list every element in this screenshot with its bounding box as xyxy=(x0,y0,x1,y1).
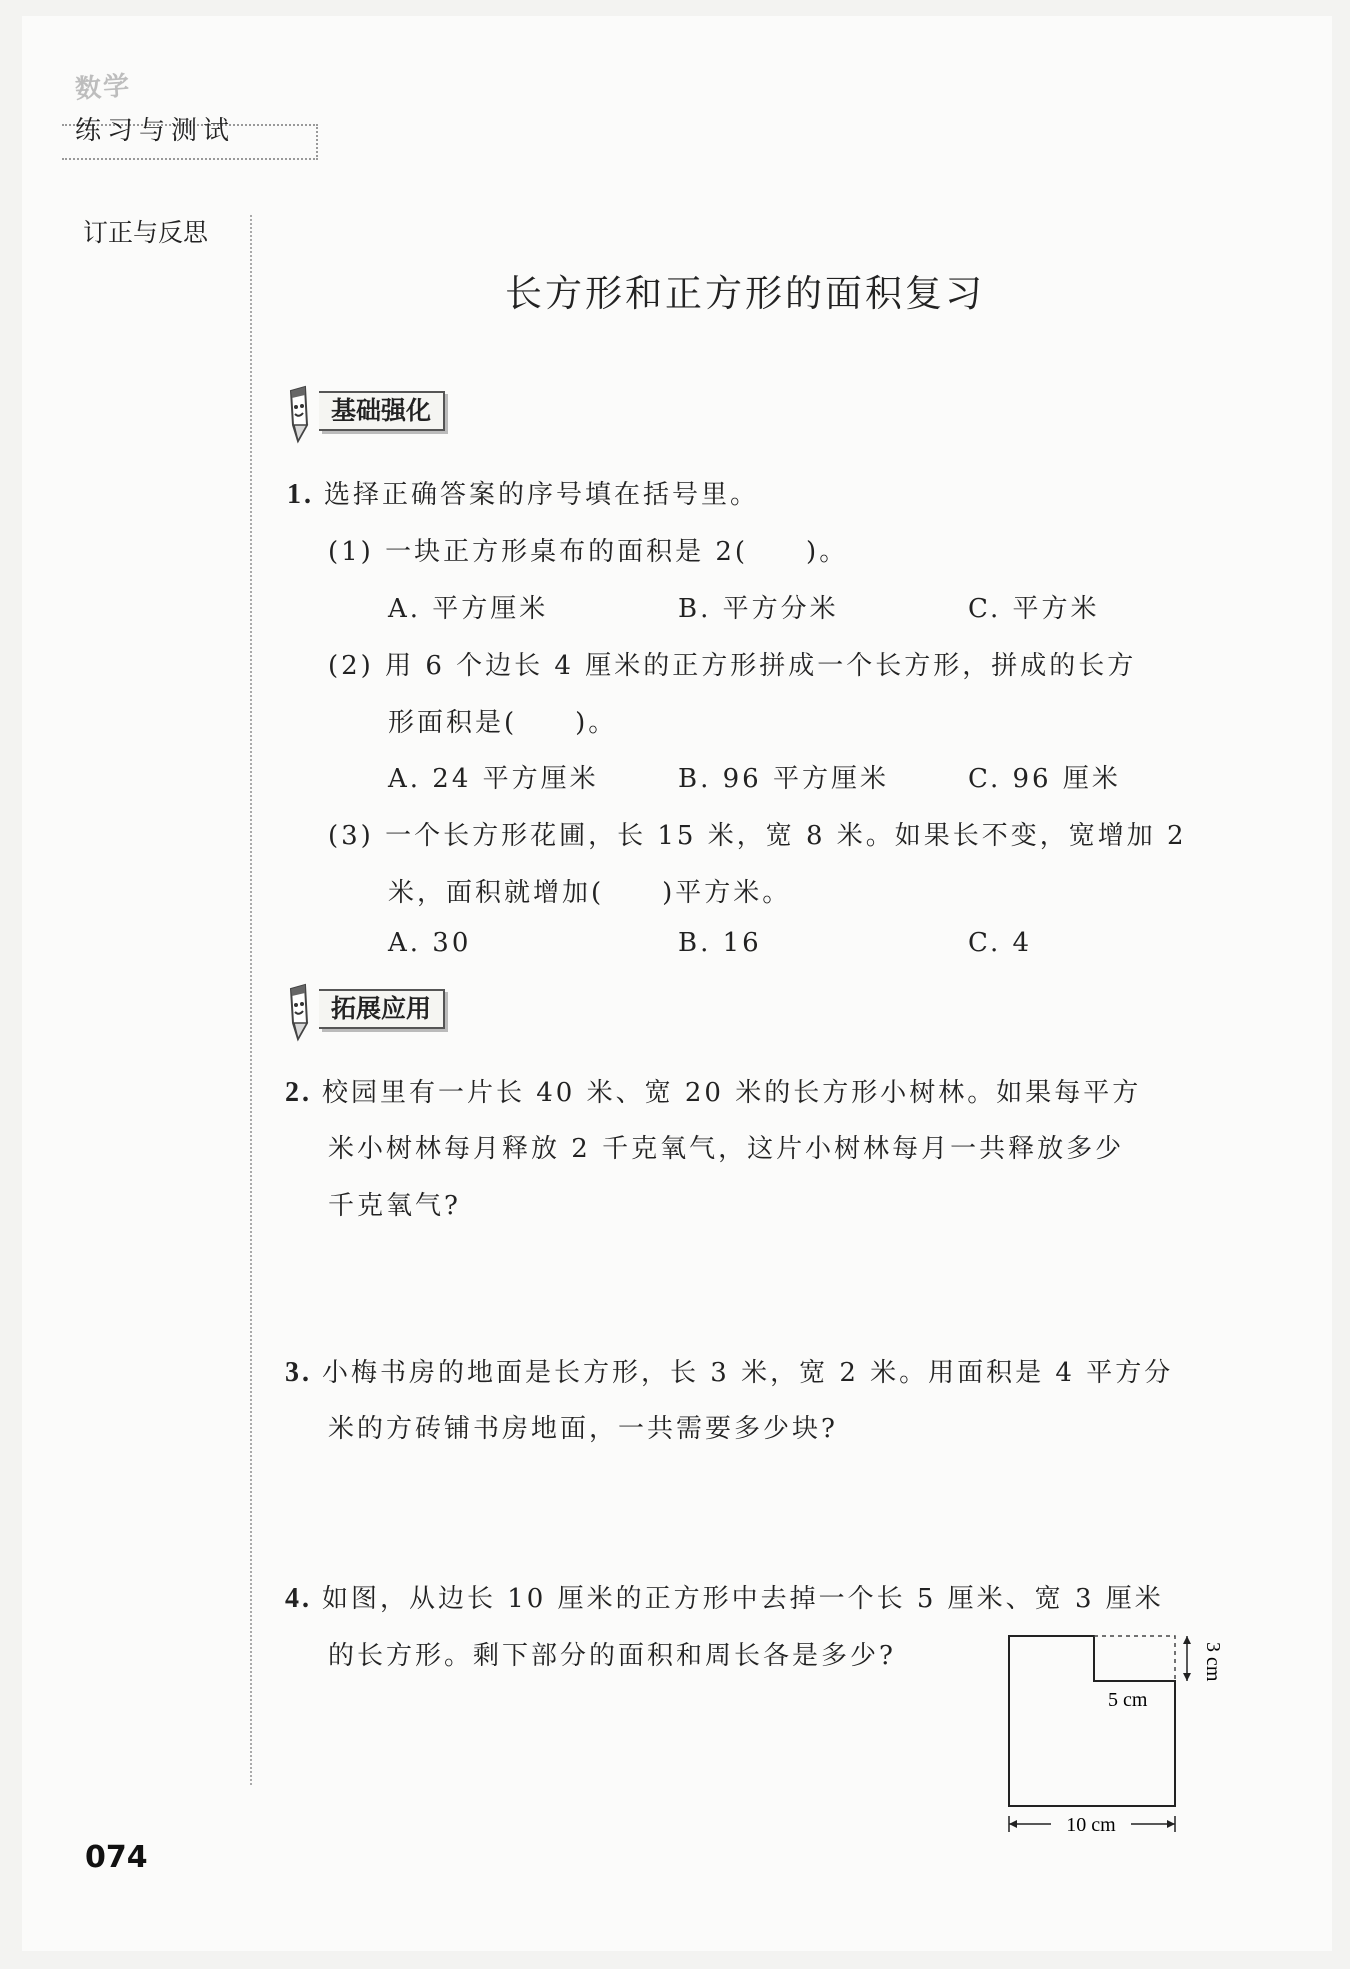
question-text: 校园里有一片长 40 米、宽 20 米的长方形小树林。如果每平方 xyxy=(322,1078,1142,1108)
q1-sub3-option-b: B. 16 xyxy=(678,928,762,958)
question-number: 4. xyxy=(285,1583,312,1614)
question-number: 1. xyxy=(287,479,314,510)
label-3cm: 3 cm xyxy=(1202,1642,1224,1682)
q1-sub2-line2: 形面积是( )。 xyxy=(388,708,618,738)
q1-sub2-option-b: B. 96 平方厘米 xyxy=(678,764,889,794)
q1-sub3-line2: 米，面积就增加( )平方米。 xyxy=(388,878,792,908)
arrow-up-icon xyxy=(1183,1636,1191,1644)
q1-sub1-text: (1) 一块正方形桌布的面积是 2( )。 xyxy=(328,537,849,567)
question-text: 选择正确答案的序号填在括号里。 xyxy=(324,480,760,510)
question-2-line3: 千克氧气? xyxy=(328,1191,461,1221)
question-2-line2: 米小树林每月释放 2 千克氧气，这片小树林每月一共释放多少 xyxy=(328,1134,1125,1164)
page-title: 长方形和正方形的面积复习 xyxy=(505,272,985,315)
q1-sub1-option-c: C. 平方米 xyxy=(968,594,1100,624)
q4-figure xyxy=(995,1620,1224,1850)
question-text: 小梅书房的地面是长方形，长 3 米，宽 2 米。用面积是 4 平方分 xyxy=(322,1358,1174,1388)
question-number: 3. xyxy=(285,1357,312,1388)
book-title: 练习与测试 xyxy=(75,116,236,146)
removed-rectangle-outline xyxy=(1094,1636,1175,1681)
page-number: 074 xyxy=(85,1840,148,1875)
q1-sub2-option-c: C. 96 厘米 xyxy=(968,764,1121,794)
pencil-icon xyxy=(285,385,311,445)
question-2-line1 xyxy=(285,1072,1141,1109)
section-title-basic: 基础强化 xyxy=(319,391,445,431)
q1-sub1-option-a: A. 平方厘米 xyxy=(388,594,549,624)
pencil-icon xyxy=(285,983,311,1043)
q1-sub3-option-c: C. 4 xyxy=(968,928,1033,958)
label-10cm: 10 cm xyxy=(1066,1814,1116,1836)
question-4-line2: 的长方形。剩下部分的面积和周长各是多少? xyxy=(328,1641,896,1671)
question-text: 如图，从边长 10 厘米的正方形中去掉一个长 5 厘米、宽 3 厘米 xyxy=(322,1584,1164,1614)
arrow-down-icon xyxy=(1183,1673,1191,1681)
question-3-line1 xyxy=(285,1352,1173,1389)
q1-sub3-line1: (3) 一个长方形花圃，长 15 米，宽 8 米。如果长不变，宽增加 2 xyxy=(328,821,1187,851)
q1-sub2-option-a: A. 24 平方厘米 xyxy=(388,764,599,794)
series-label: 数学 xyxy=(74,71,133,105)
q1-sub3-option-a: A. 30 xyxy=(388,928,472,958)
q1-sub2-line1: (2) 用 6 个边长 4 厘米的正方形拼成一个长方形，拼成的长方 xyxy=(328,651,1137,681)
question-3-line2: 米的方砖铺书房地面，一共需要多少块? xyxy=(328,1414,838,1444)
q1-sub1-option-b: B. 平方分米 xyxy=(678,594,839,624)
question-4-line1 xyxy=(285,1578,1164,1615)
figure-shape xyxy=(1009,1636,1175,1806)
sidebar-label: 订正与反思 xyxy=(83,218,209,247)
label-5cm: 5 cm xyxy=(1108,1689,1148,1711)
question-1-stem xyxy=(287,474,759,511)
section-title-extended: 拓展应用 xyxy=(319,989,445,1029)
sidebar-divider xyxy=(250,215,252,1785)
arrow-right-icon xyxy=(1167,1820,1175,1828)
arrow-left-icon xyxy=(1009,1820,1017,1828)
question-number: 2. xyxy=(285,1077,312,1108)
